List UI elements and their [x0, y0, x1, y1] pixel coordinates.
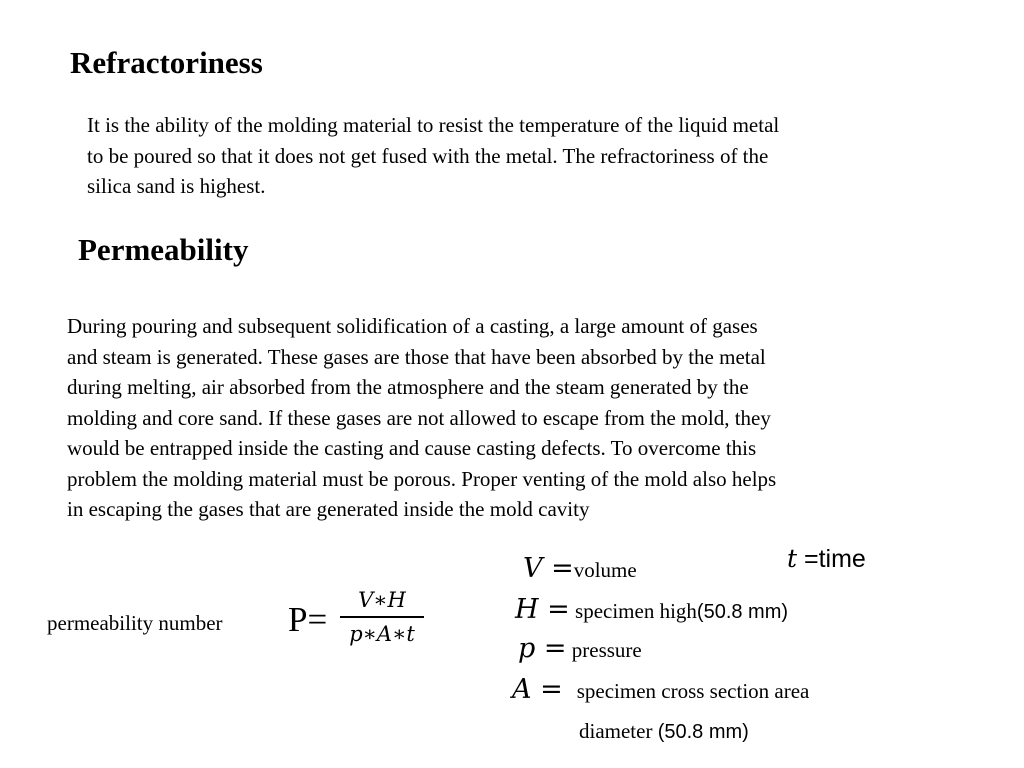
paragraph-line: It is the ability of the molding material to resist the temperature of the liquid metal: [87, 113, 780, 137]
variable-p: [518, 633, 642, 664]
variable-p-desc: pressure: [566, 638, 642, 662]
variable-a: [512, 674, 809, 705]
variable-h: [515, 594, 788, 625]
refractoriness-heading: Refractoriness: [70, 45, 263, 80]
variable-diameter-extra: (50.8 mm): [657, 721, 749, 743]
paragraph-line: in escaping the gases that are generated inside the mold cavity: [67, 497, 590, 521]
variable-a-desc: specimen cross section area: [576, 679, 810, 703]
formula-numerator: V∗H: [358, 588, 406, 612]
permeability-heading: Permeability: [78, 232, 249, 267]
variable-v-symbol: V =: [523, 553, 574, 584]
formula-lhs: P=: [288, 600, 328, 639]
paragraph-line: silica sand is highest.: [87, 174, 266, 198]
variable-a-symbol: A =: [512, 674, 563, 705]
paragraph-line: to be poured so that it does not get fused with the metal. The refractoriness of the: [87, 143, 769, 168]
fraction-bar: [340, 616, 424, 618]
permeability-number-label: permeability number: [47, 611, 223, 635]
paragraph-line: would be entrapped inside the casting and cause casting defects. To overcome this: [67, 436, 757, 460]
variable-v: [523, 553, 637, 584]
variable-p-symbol: p =: [518, 633, 567, 664]
variable-v-desc: volume: [573, 558, 637, 582]
formula-fraction: [340, 587, 424, 647]
variable-h-extra: (50.8 mm): [696, 601, 789, 623]
variable-diameter-desc: diameter: [579, 719, 658, 743]
formula-denominator: p∗A∗t: [349, 622, 415, 646]
permeability-paragraph: [67, 311, 776, 525]
variable-t-symbol: t: [787, 544, 798, 573]
variable-diameter: [579, 719, 749, 744]
variable-t-desc: =time: [797, 545, 866, 573]
paragraph-line: during melting, air absorbed from the atmosphere and the steam generated by the: [67, 375, 749, 399]
variable-t: [787, 544, 866, 574]
paragraph-line: During pouring and subsequent solidification of a casting, a large amount of gases: [67, 314, 758, 338]
paragraph-line: molding and core sand. If these gases are not allowed to escape from the mold, they: [67, 405, 771, 430]
variable-h-symbol: H =: [515, 594, 570, 625]
paragraph-line: and steam is generated. These gases are those that have been absorbed by the metal: [67, 344, 766, 369]
paragraph-line: problem the molding material must be porous. Proper venting of the mold also helps: [67, 466, 777, 491]
refractoriness-paragraph: [87, 110, 779, 202]
variable-h-desc: specimen high: [569, 599, 697, 623]
